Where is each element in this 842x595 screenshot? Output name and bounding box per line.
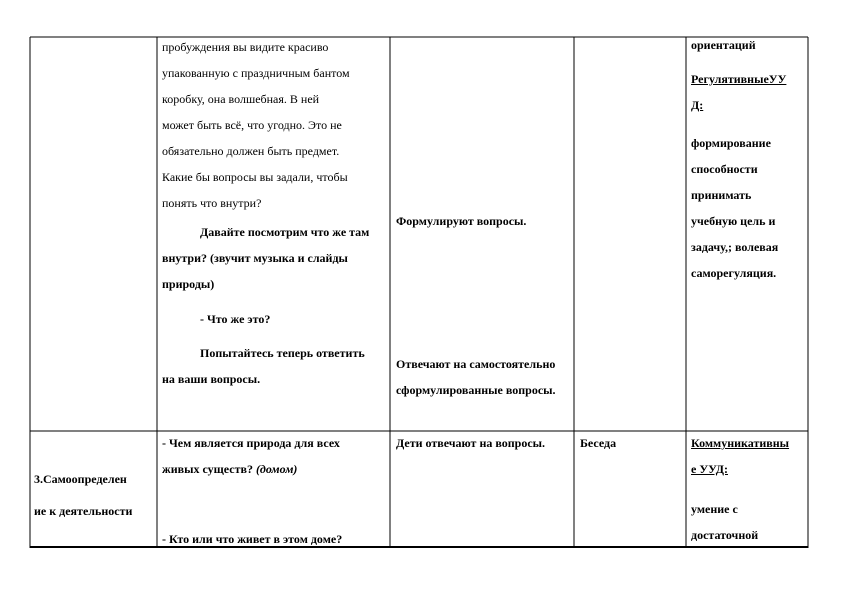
text-line: учебную цель и <box>691 214 776 228</box>
text-line: коробку, она волшебная. В ней <box>162 92 320 106</box>
text-line: достаточной <box>691 528 759 542</box>
row2-teacher-question-b <box>162 526 387 552</box>
text-line: задачу,; волевая <box>691 240 779 254</box>
text-line: формирование <box>691 136 771 150</box>
text-line: Давайте посмотрим что же там <box>200 225 370 239</box>
row1-teacher-instruction <box>162 340 387 392</box>
section-heading: Коммуникативны <box>691 436 790 450</box>
text-line: пробуждения вы видите красиво <box>162 40 329 54</box>
section-heading: Д: <box>691 98 704 112</box>
text-line: Формулируют вопросы. <box>396 214 527 228</box>
text-line: ориентаций <box>691 38 756 52</box>
text-line: принимать <box>691 188 752 202</box>
text-line: - Что же это? <box>200 312 271 326</box>
text-line: природы) <box>162 277 215 291</box>
row1-teacher-prompt <box>162 219 387 297</box>
text-line: обязательно должен быть предмет. <box>162 144 340 158</box>
row1-methodology-cell <box>162 34 387 216</box>
text-line: может быть всё, что угодно. Это не <box>162 118 342 132</box>
text-line: саморегуляция. <box>691 266 777 280</box>
text-line: - Кто или что живет в этом доме? <box>162 532 343 546</box>
text-line: внутри? (звучит музыка и слайды <box>162 251 348 265</box>
row2-outcomes-cell <box>691 430 806 548</box>
row1-teacher-question <box>200 306 387 332</box>
text-span: живых существ? <box>162 462 253 476</box>
text-line: упакованную с праздничным бантом <box>162 66 350 80</box>
text-line: понять что внутри? <box>162 196 262 210</box>
text-line: 3.Самоопределен <box>34 472 127 486</box>
text-line: Беседа <box>580 436 617 450</box>
row2-form-of-work <box>580 430 684 456</box>
text-line: умение с <box>691 502 738 516</box>
row1-student-activity-b <box>396 351 572 403</box>
text-line <box>162 456 387 482</box>
text-line: ие к деятельности <box>34 504 133 518</box>
row2-teacher-questions <box>162 430 387 482</box>
section-heading: РегулятивныеУУ <box>691 72 787 86</box>
text-line: Отвечают на самостоятельно <box>396 357 556 371</box>
row2-student-activity <box>396 430 572 456</box>
text-line: Попытайтесь теперь ответить <box>200 346 365 360</box>
text-line: - Чем является природа для всех <box>162 436 340 450</box>
row1-outcomes-cell <box>691 32 806 286</box>
text-line: Дети отвечают на вопросы. <box>396 436 546 450</box>
text-line: сформулированные вопросы. <box>396 383 556 397</box>
text-line: способности <box>691 162 758 176</box>
row2-stage-title <box>34 463 156 527</box>
text-line: Какие бы вопросы вы задали, чтобы <box>162 170 348 184</box>
answer-hint: (домом) <box>255 462 298 476</box>
section-heading: е УУД: <box>691 462 728 476</box>
row1-student-activity-a <box>396 208 572 234</box>
text-line: на ваши вопросы. <box>162 372 261 386</box>
